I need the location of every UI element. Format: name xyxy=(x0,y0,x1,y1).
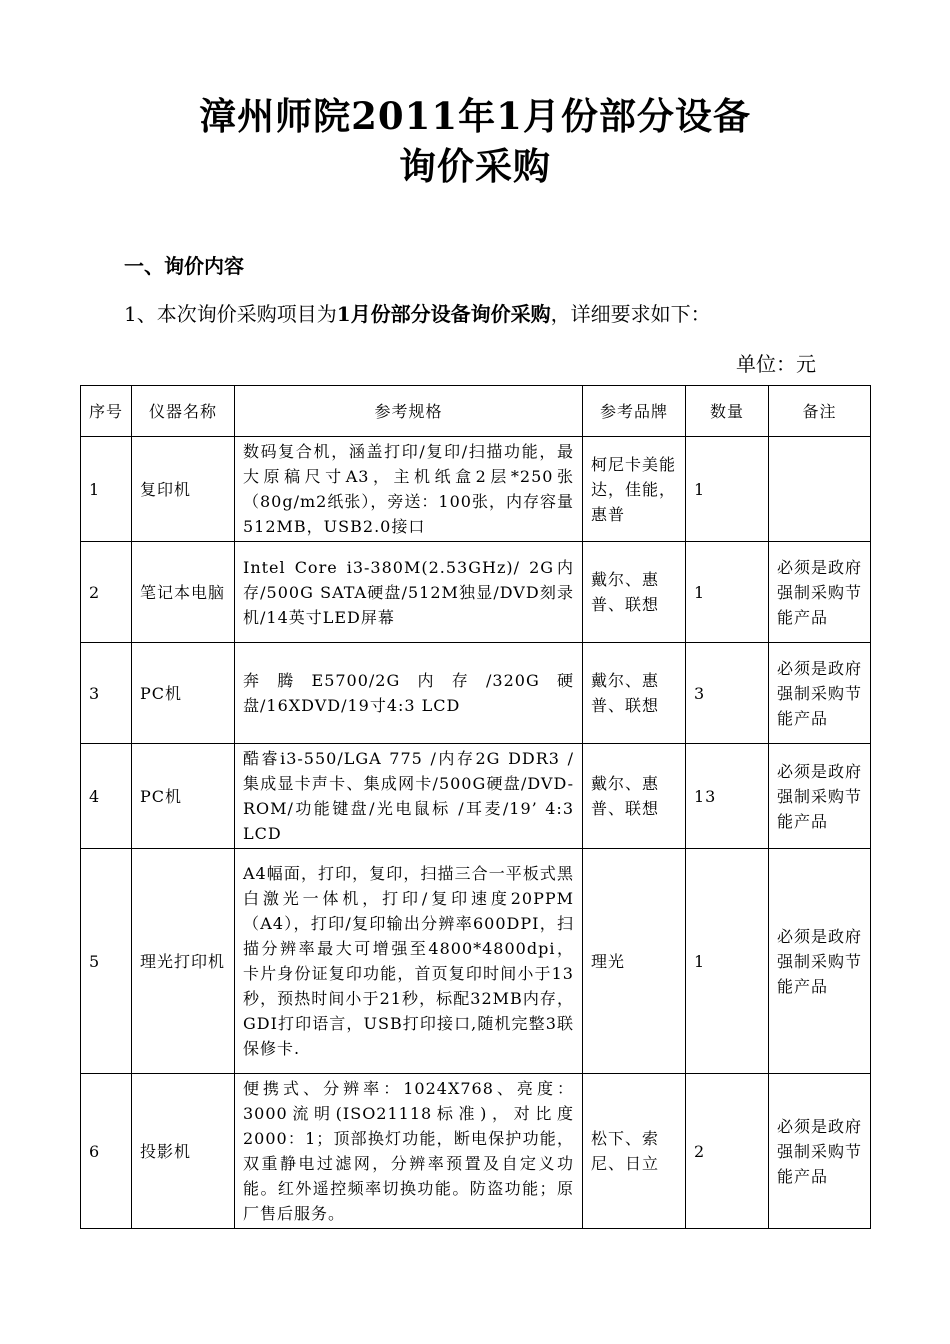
cell-no: 1 xyxy=(81,437,132,542)
cell-no: 3 xyxy=(81,643,132,744)
header-brand: 参考品牌 xyxy=(583,386,686,437)
table-row xyxy=(81,643,871,744)
intro-suffix: ，详细要求如下： xyxy=(550,302,711,326)
table-row xyxy=(81,1074,871,1229)
header-no: 序号 xyxy=(81,386,132,437)
header-name: 仪器名称 xyxy=(132,386,235,437)
cell-qty: 1 xyxy=(686,542,769,643)
cell-name: 笔记本电脑 xyxy=(132,542,235,643)
table-row xyxy=(81,849,871,1074)
cell-brand: 戴尔、惠普、联想 xyxy=(583,643,686,744)
document-title-line-1: 漳州师院2011年1月份部分设备 xyxy=(199,94,751,138)
cell-name: PC机 xyxy=(132,744,235,849)
cell-no: 2 xyxy=(81,542,132,643)
cell-spec: 数码复合机，涵盖打印/复印/扫描功能，最大原稿尺寸A3，主机纸盒2层*250张（80g/m2纸张），旁送：100张，内存容量512MB，USB2.0接口 xyxy=(235,437,583,542)
cell-no: 4 xyxy=(81,744,132,849)
section-heading: 一、询价内容 xyxy=(124,254,244,278)
table-header-row xyxy=(81,386,871,437)
cell-name: 投影机 xyxy=(132,1074,235,1229)
cell-note: 必须是政府强制采购节能产品 xyxy=(769,849,871,1074)
cell-name: 复印机 xyxy=(132,437,235,542)
cell-no: 5 xyxy=(81,849,132,1074)
cell-spec: 奔腾E5700/2G内存/320G硬盘/16XDVD/19寸4:3 LCD xyxy=(235,643,583,744)
cell-note xyxy=(769,437,871,542)
cell-note: 必须是政府强制采购节能产品 xyxy=(769,1074,871,1229)
cell-spec: Intel Core i3-380M(2.53GHz)/ 2G内存/500G SATA硬盘/512M独显/DVD刻录机/14英寸LED屏幕 xyxy=(235,542,583,643)
cell-spec: 酷睿i3-550/LGA 775 /内存2G DDR3 /集成显卡声卡、集成网卡/500G硬盘/DVD-ROM/功能键盘/光电鼠标 /耳麦/19’ 4:3 LCD xyxy=(235,744,583,849)
header-qty: 数量 xyxy=(686,386,769,437)
header-spec: 参考规格 xyxy=(235,386,583,437)
table-row xyxy=(81,744,871,849)
cell-qty: 1 xyxy=(686,437,769,542)
cell-name: 理光打印机 xyxy=(132,849,235,1074)
header-note: 备注 xyxy=(769,386,871,437)
cell-brand: 戴尔、惠普、联想 xyxy=(583,542,686,643)
intro-bold: 1月份部分设备询价采购 xyxy=(336,302,551,326)
cell-qty: 13 xyxy=(686,744,769,849)
unit-label: 单位：元 xyxy=(736,352,816,376)
cell-note: 必须是政府强制采购节能产品 xyxy=(769,744,871,849)
table-row xyxy=(81,542,871,643)
cell-brand: 柯尼卡美能达，佳能，惠普 xyxy=(583,437,686,542)
cell-qty: 3 xyxy=(686,643,769,744)
cell-spec: A4幅面，打印，复印，扫描三合一平板式黑白激光一体机，打印/复印速度20PPM（A4），打印/复印输出分辨率600DPI，扫描分辨率最大可增强至4800*4800dpi，卡片身份证复印功能，首页复印时间小于13秒，预热时间小于21秒，标配32MB内存，GDI打印语言，USB打印接口,随机完整3联保修卡. xyxy=(235,849,583,1074)
cell-note: 必须是政府强制采购节能产品 xyxy=(769,542,871,643)
table-row xyxy=(81,437,871,542)
intro-prefix: 1、本次询价采购项目为 xyxy=(124,302,337,326)
cell-spec: 便携式、分辨率：1024X768、亮度：3000流明(ISO21118标准)，对比度2000：1；顶部换灯功能，断电保护功能，双重静电过滤网，分辨率预置及自定义功能。红外遥控频率切换功能。防盗功能；原厂售后服务。 xyxy=(235,1074,583,1229)
cell-note: 必须是政府强制采购节能产品 xyxy=(769,643,871,744)
cell-qty: 1 xyxy=(686,849,769,1074)
cell-name: PC机 xyxy=(132,643,235,744)
document-title-line-2: 询价采购 xyxy=(399,144,551,188)
cell-qty: 2 xyxy=(686,1074,769,1229)
cell-brand: 理光 xyxy=(583,849,686,1074)
cell-brand: 戴尔、惠普、联想 xyxy=(583,744,686,849)
cell-no: 6 xyxy=(81,1074,132,1229)
cell-brand: 松下、索尼、日立 xyxy=(583,1074,686,1229)
intro-paragraph xyxy=(124,298,711,327)
equipment-table xyxy=(80,385,871,1229)
